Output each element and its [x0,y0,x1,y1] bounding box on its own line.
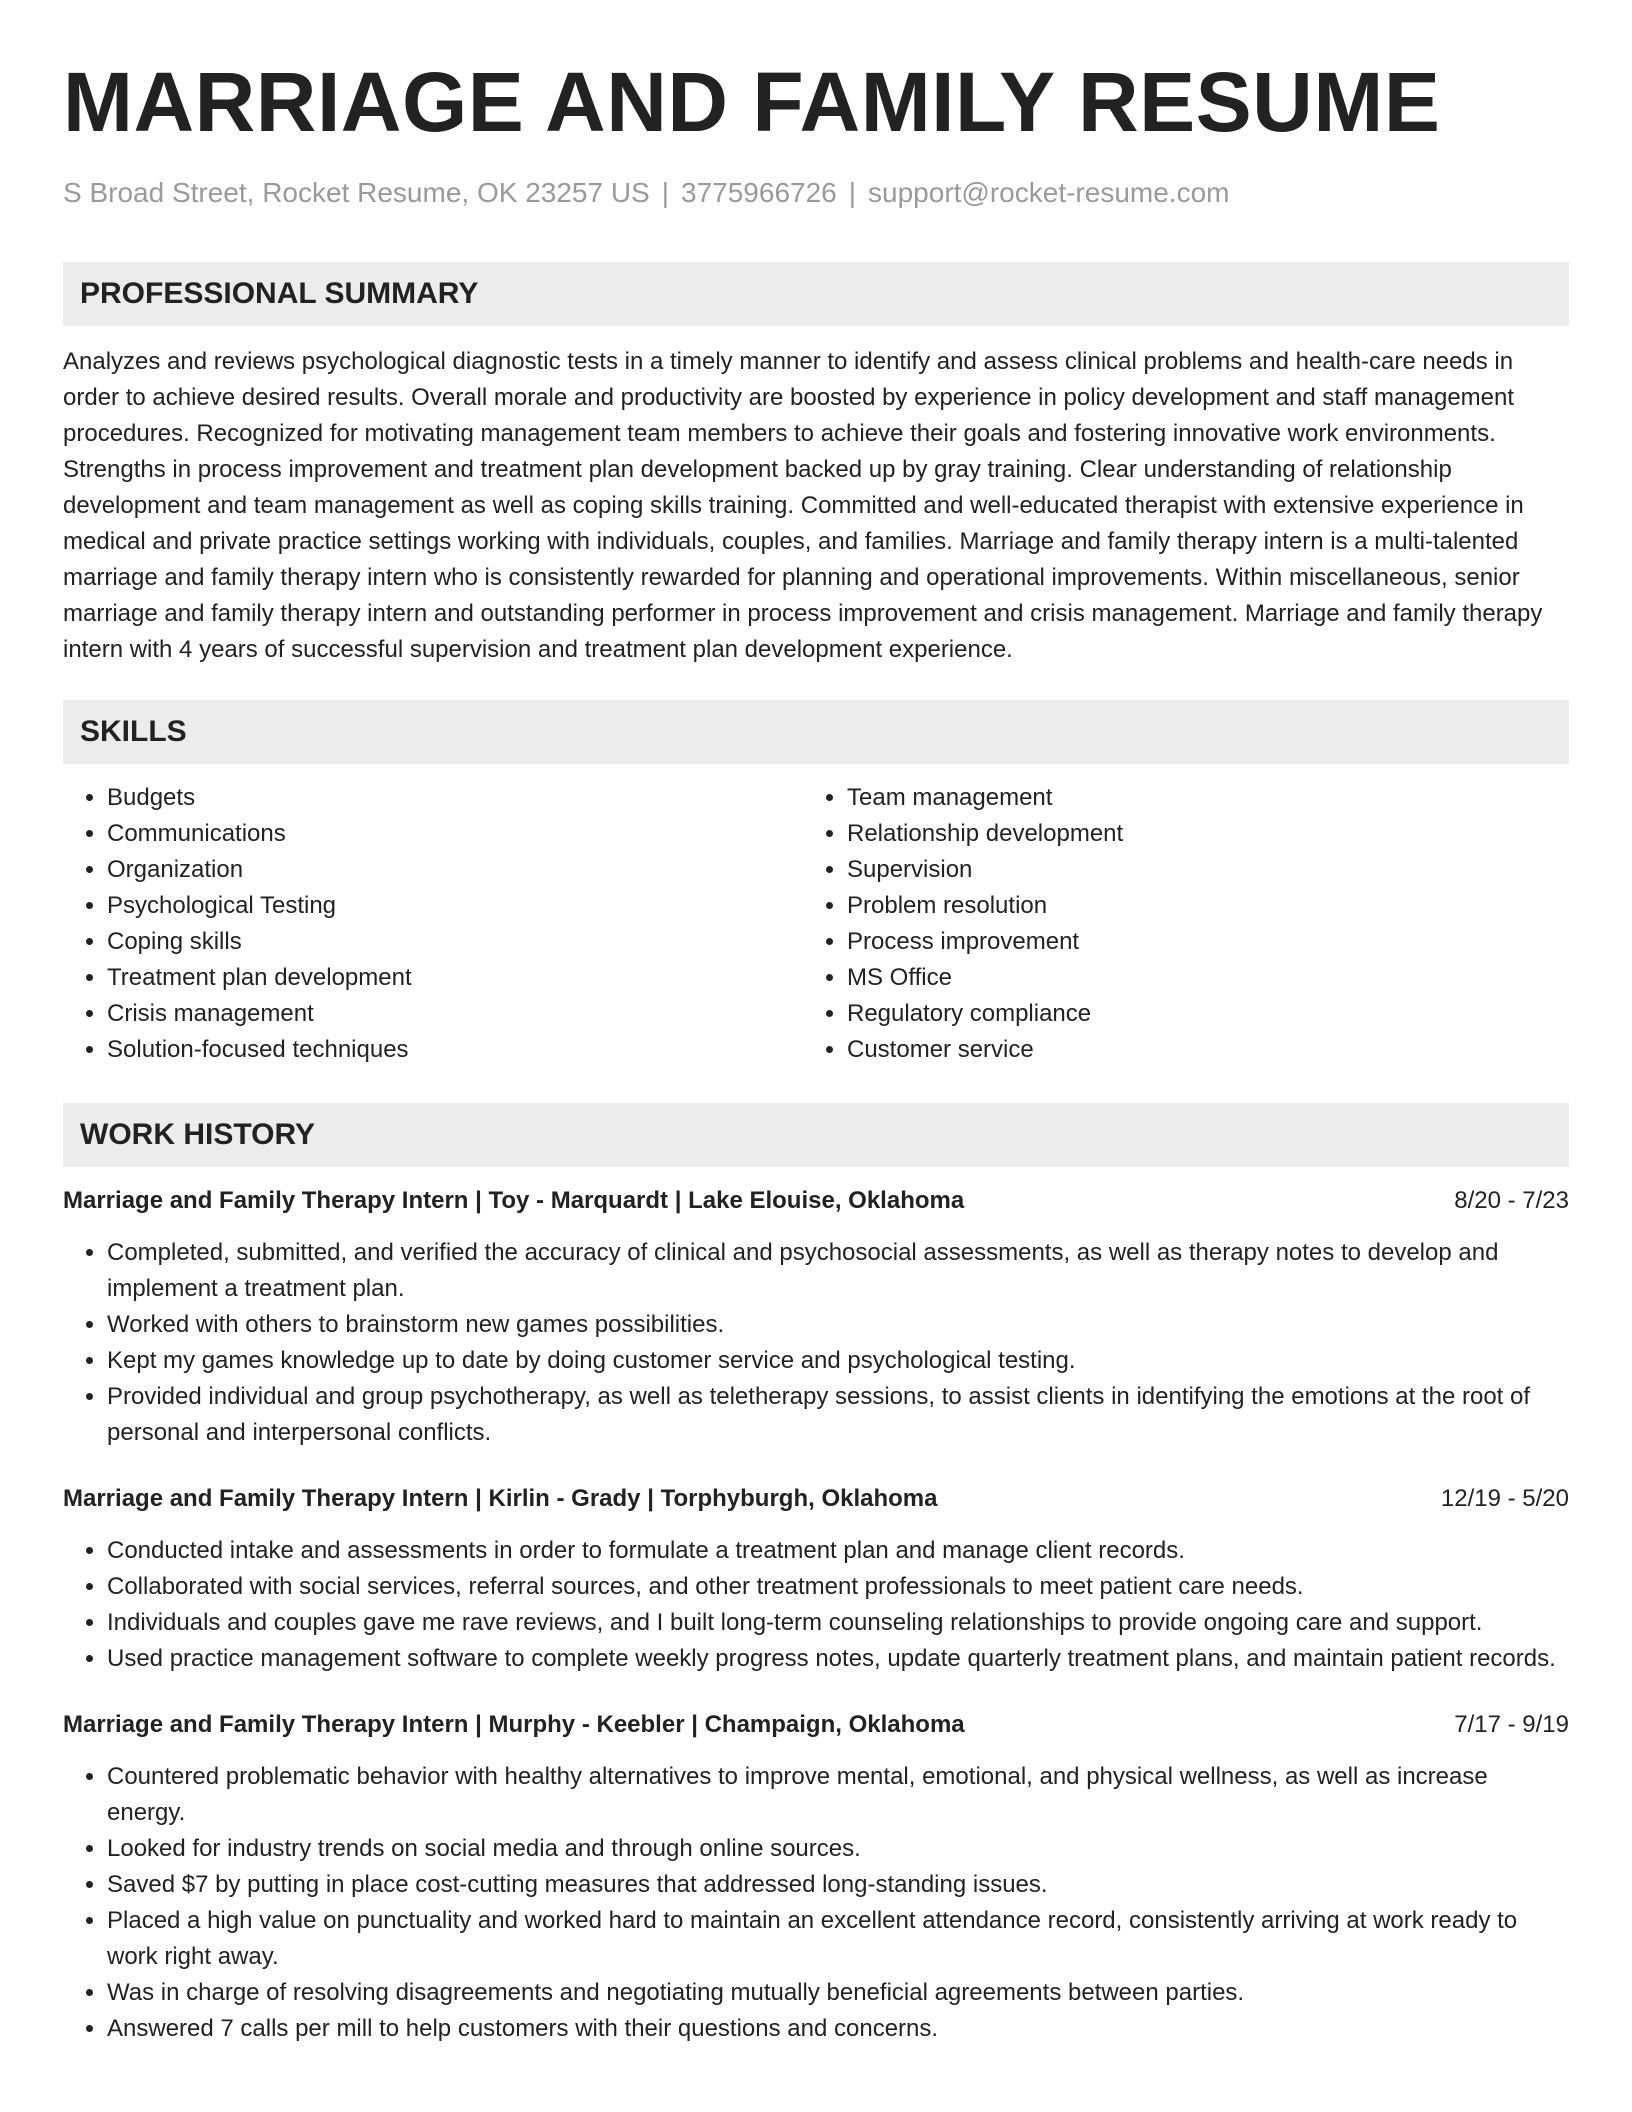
job-dates: 12/19 - 5/20 [1440,1485,1569,1512]
contact-separator: | [848,177,857,208]
job-bullet: • Kept my games knowledge up to date by doing customer service and psychological testing. [107,1343,1569,1379]
contact-line [63,176,1569,210]
section-header-skills: SKILLS [63,700,1569,764]
job-bullets [63,1533,1569,1677]
skill-item: • Crisis management [107,996,803,1032]
job-dates: 8/20 - 7/23 [1454,1187,1569,1214]
skill-item: • Team management [847,780,1569,816]
section-header-summary: PROFESSIONAL SUMMARY [63,262,1569,326]
contact-phone: 3775966726 [681,177,837,208]
job-title: Marriage and Family Therapy Intern | Murphy - Keebler | Champaign, Oklahoma [63,1711,965,1738]
skill-item: • Organization [107,852,803,888]
job-title: Marriage and Family Therapy Intern | Toy - Marquardt | Lake Elouise, Oklahoma [63,1187,965,1214]
job-bullet: • Countered problematic behavior with healthy alternatives to improve mental, emotional, and physical wellness, as well as increase energy. [107,1759,1569,1831]
job-bullet: • Provided individual and group psychotherapy, as well as teletherapy sessions, to assist clients in identifying the emotions at the root of personal and interpersonal conflicts. [107,1379,1569,1451]
job-dates: 7/17 - 9/19 [1454,1711,1569,1738]
contact-email: support@rocket-resume.com [868,177,1230,208]
job-bullet: • Was in charge of resolving disagreements and negotiating mutually beneficial agreements between parties. [107,1975,1569,2011]
job-bullet: • Worked with others to brainstorm new games possibilities. [107,1307,1569,1343]
job-bullet: • Individuals and couples gave me rave reviews, and I built long-term counseling relationships to provide ongoing care and support. [107,1605,1569,1641]
job-entry [63,1707,1569,2047]
job-bullets [63,1235,1569,1451]
job-entry [63,1183,1569,1451]
job-bullet: • Collaborated with social services, referral sources, and other treatment professionals to meet patient care needs. [107,1569,1569,1605]
skill-item: • Problem resolution [847,888,1569,924]
summary-text: Analyzes and reviews psychological diagnostic tests in a timely manner to identify and assess clinical problems and health-care needs in order to achieve desired results. Overall morale and productivity are boosted by experience in policy development and staff management procedures. Recognized for motivating management team members to achieve their goals and fostering innovative work environments. Strengths in process improvement and treatment plan development backed up by gray training. Clear understanding of relationship development and team management as well as coping skills training. Committed and well-educated therapist with extensive experience in medical and private practice settings working with individuals, couples, and families. Marriage and family therapy intern is a multi-talented marriage and family therapy intern who is consistently rewarded for planning and operational improvements. Within miscellaneous, senior marriage and family therapy intern and outstanding performer in process improvement and crisis management. Marriage and family therapy intern with 4 years of successful supervision and treatment plan development experience. [63,348,1543,663]
skill-item: • MS Office [847,960,1569,996]
skill-item: • Treatment plan development [107,960,803,996]
skills-list-right [803,780,1569,1068]
contact-address: S Broad Street, Rocket Resume, OK 23257 US [63,177,650,208]
skill-item: • Coping skills [107,924,803,960]
job-bullets [63,1759,1569,2047]
job-heading-row [63,1707,1569,1743]
job-title: Marriage and Family Therapy Intern | Kirlin - Grady | Torphyburgh, Oklahoma [63,1485,938,1512]
skill-item: • Solution-focused techniques [107,1032,803,1068]
skill-item: • Regulatory compliance [847,996,1569,1032]
skills-grid [63,780,1569,1068]
job-bullet: • Saved $7 by putting in place cost-cutting measures that addressed long-standing issues. [107,1867,1569,1903]
job-bullet: • Placed a high value on punctuality and worked hard to maintain an excellent attendance record, consistently arriving at work ready to work right away. [107,1903,1569,1975]
skill-item: • Psychological Testing [107,888,803,924]
section-header-work-history: WORK HISTORY [63,1103,1569,1167]
job-heading-row [63,1481,1569,1517]
job-bullet: • Completed, submitted, and verified the accuracy of clinical and psychosocial assessments, as well as therapy notes to develop and implement a treatment plan. [107,1235,1569,1307]
job-heading-row [63,1183,1569,1219]
skills-list-left [63,780,803,1068]
job-entry [63,1481,1569,1677]
job-bullet: • Answered 7 calls per mill to help customers with their questions and concerns. [107,2011,1569,2047]
skill-item: • Relationship development [847,816,1569,852]
job-bullet: • Looked for industry trends on social media and through online sources. [107,1831,1569,1867]
resume-name: MARRIAGE AND FAMILY RESUME [63,55,1441,149]
skill-item: • Communications [107,816,803,852]
skill-item: • Process improvement [847,924,1569,960]
job-bullet: • Conducted intake and assessments in order to formulate a treatment plan and manage client records. [107,1533,1569,1569]
contact-separator: | [661,177,670,208]
skill-item: • Budgets [107,780,803,816]
skill-item: • Supervision [847,852,1569,888]
job-bullet: • Used practice management software to complete weekly progress notes, update quarterly treatment plans, and maintain patient records. [107,1641,1569,1677]
skill-item: • Customer service [847,1032,1569,1068]
